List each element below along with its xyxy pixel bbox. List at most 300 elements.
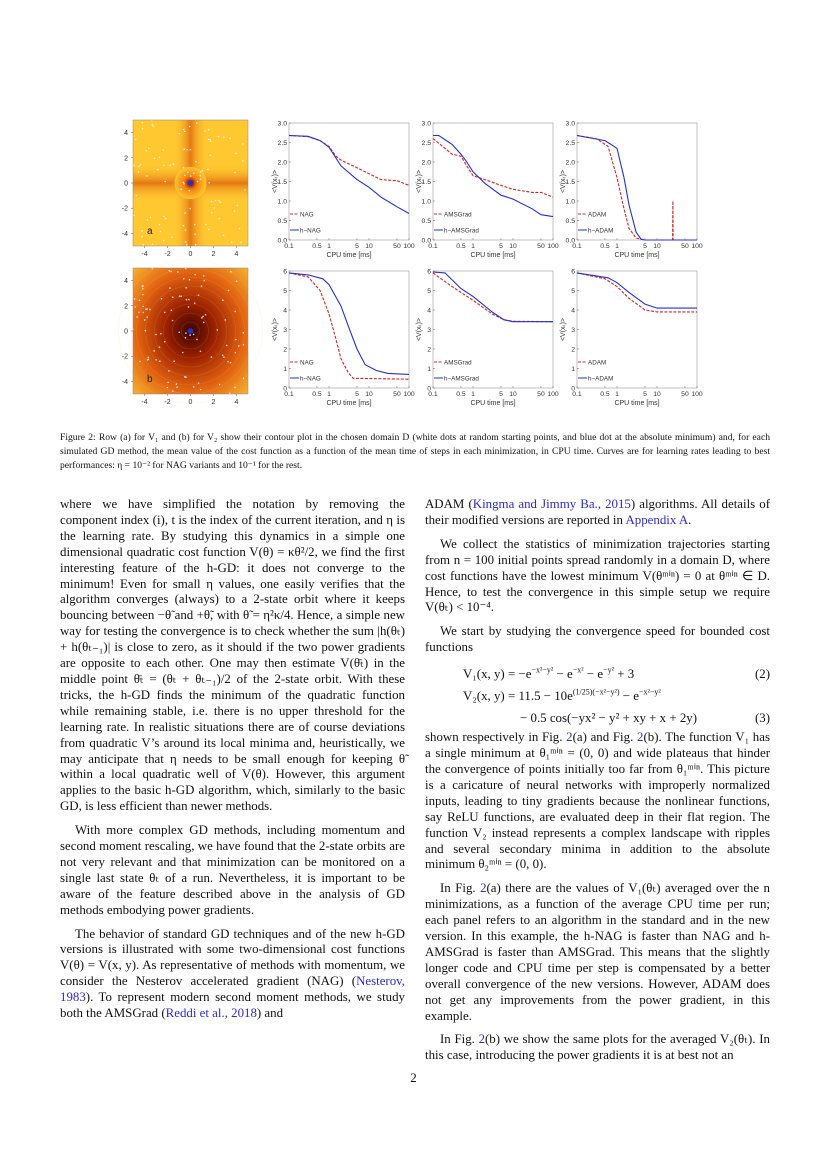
plot-frame	[433, 123, 553, 240]
y-tick-label: 5	[571, 288, 575, 295]
starting-point-dot	[197, 181, 199, 183]
y-tick-label: 0.0	[421, 237, 431, 245]
starting-point-dot	[210, 140, 212, 142]
y-tick-label: 5	[283, 288, 287, 295]
starting-point-dot	[196, 122, 198, 124]
x-axis-label: CPU time [ms]	[614, 252, 660, 259]
starting-point-dot	[176, 386, 178, 388]
starting-point-dot	[141, 236, 143, 238]
starting-point-dot	[211, 201, 213, 203]
y-tick-label: 3.0	[565, 120, 575, 128]
starting-point-dot	[172, 320, 174, 322]
starting-point-dot	[243, 377, 245, 379]
paragraph	[60, 927, 405, 1022]
x-axis-label: CPU time [ms]	[470, 400, 516, 407]
paragraph	[425, 730, 770, 873]
starting-point-dot	[152, 243, 154, 245]
starting-point-dot	[235, 153, 237, 155]
text-run: where we have simplified the notation by removing the component index (i), t is the index of the current iteration, and η is the learning rate. By studying this dynamics in a simple one dimensional quadratic cost function V(θ) = κθ²/2, we find the first interesting feature of the h-GD: it does not converge to the minimum! Even for small η values, one easily verifies that the algorithm converges (always) to a 2-state orbit where it keeps bouncing between −θ̃ and +θ̃, with θ̃ = η²κ/4. Hence, a simple new way for testing the convergence is to check whether the sum |h(θₜ) + h(θₜ₋₁)| is close to zero, as it should if the two power gradients are opposite to each other. One may then estimate V(θ̄ₜ) in the middle point θ̄ₜ = (θₜ + θₜ₋₁)/2 of the 2-state orbit. With these tricks, the h-GD finds the minimum of the quadratic function while remaining stable, i.e. there is no upper threshold for the learning rate. In realistic situations there are of course deviations from quadratic V’s around its local minima and, heuristically, we may anticipate that η needs to be small enough for keeping θ̃ within a local quadratic well of V(θ). However, this argument applies to the basic h-GD algorithm, which, similarly to the basic GD, is less efficient than newer methods.	[60, 497, 405, 814]
equation-number: (2)	[754, 667, 770, 682]
x-tick-label: 0.1	[284, 243, 294, 250]
x-tick-label: 1	[615, 243, 619, 250]
starting-point-dot	[205, 314, 207, 316]
starting-point-dot	[207, 169, 209, 171]
y-tick-label: 4	[124, 278, 128, 286]
citation-link[interactable]: Appendix A	[625, 512, 689, 527]
starting-point-dot	[172, 296, 174, 298]
x-axis-label: CPU time [ms]	[470, 252, 516, 259]
equation-body	[463, 664, 634, 684]
math-run: −x²−y²	[531, 665, 554, 675]
y-tick-label: 4	[571, 307, 575, 315]
legend-label: NAG	[300, 211, 314, 219]
x-tick-label: 50	[393, 243, 401, 250]
y-axis-label: <V(xₜ)>	[416, 169, 423, 194]
starting-point-dot	[189, 208, 191, 210]
starting-point-dot	[242, 160, 244, 162]
starting-point-dot	[173, 163, 175, 165]
starting-point-dot	[200, 350, 202, 352]
y-tick-label: 5	[427, 288, 431, 295]
y-tick-label: 3.0	[421, 120, 431, 128]
starting-point-dot	[167, 387, 169, 389]
starting-point-dot	[153, 350, 155, 352]
starting-point-dot	[163, 149, 165, 151]
y-tick-label: 3.0	[277, 120, 287, 128]
y-tick-label: 0	[571, 385, 575, 393]
x-tick-label: 0.5	[312, 391, 322, 398]
y-tick-label: 2	[124, 303, 128, 311]
equation-line	[425, 664, 770, 684]
starting-point-dot	[163, 240, 165, 242]
starting-point-dot	[159, 360, 161, 362]
y-tick-label: 2.0	[277, 159, 287, 167]
text-run: (b). The function V₁ has a single minimum at θ₁ᵐⁱⁿ = (0, 0) and wide plateaus that hinder the convergence of points initially too far from θ₁ᵐⁱⁿ. This picture is a caricature of neural networks with improperly normalized inputs, leading to tiny gradients because the nonlinear functions, say ReLU functions, are evaluated deep in their flat region. The function V₂ instead represents a complex landscape with ripples and several secondary minima in addition to the absolute minimum θ₂ᵐⁱⁿ = (0, 0).	[425, 730, 770, 872]
starting-point-dot	[216, 329, 218, 331]
starting-point-dot	[183, 149, 185, 151]
legend-label: NAG	[300, 359, 314, 367]
y-tick-label: 0	[427, 385, 431, 393]
x-tick-label: 100	[547, 243, 559, 250]
y-tick-label: -4	[121, 230, 128, 238]
y-tick-label: -4	[121, 378, 128, 386]
starting-point-dot	[179, 295, 181, 297]
starting-point-dot	[185, 229, 187, 231]
x-tick-label: -4	[141, 251, 148, 258]
starting-point-dot	[155, 334, 157, 336]
y-tick-label: 0.5	[421, 218, 431, 225]
equations	[425, 664, 770, 728]
starting-point-dot	[164, 312, 166, 314]
math-run: − e	[619, 689, 639, 704]
x-tick-label: 1	[615, 391, 619, 398]
starting-point-dot	[200, 175, 202, 177]
x-tick-label: 10	[653, 243, 661, 250]
x-tick-label: 5	[499, 243, 503, 250]
starting-point-dot	[242, 143, 244, 145]
legend-label: h−ADAM	[588, 375, 614, 383]
absolute-minimum-dot	[188, 328, 194, 334]
y-tick-label: 1.0	[277, 198, 287, 206]
legend-label: h−NAG	[300, 375, 321, 383]
paragraph	[60, 497, 405, 815]
line-chart	[577, 123, 697, 240]
starting-point-dot	[236, 205, 238, 207]
x-tick-label: 0.1	[572, 243, 582, 250]
starting-point-dot	[188, 306, 190, 308]
y-tick-label: 0.0	[565, 237, 575, 245]
text-run: ) and	[256, 1006, 284, 1021]
x-tick-label: 10	[365, 243, 373, 250]
citation-link[interactable]: 2	[480, 881, 487, 896]
starting-point-dot	[238, 345, 240, 347]
starting-point-dot	[200, 171, 202, 173]
y-tick-label: 6	[283, 268, 287, 276]
contour-plot-b	[119, 259, 263, 403]
text-run: (a) there are the values of V₁(θₜ) averaged over the n minimizations, as a function of the average CPU time per run; each panel refers to an algorithm in the standard and in the new version. In this example, the h-NAG is faster than NAG and h-AMSGrad is faster than AMSGrad. This means that the slightly longer code and CPU time per step is compensated by a better overall convergence of the new versions. However, ADAM does not get any improvements from the power gradient, in this example.	[425, 881, 770, 1023]
starting-point-dot	[148, 358, 150, 360]
x-tick-label: 50	[393, 391, 401, 398]
starting-point-dot	[201, 285, 203, 287]
y-tick-label: 4	[283, 307, 287, 315]
starting-point-dot	[159, 224, 161, 226]
plot-frame	[577, 123, 697, 240]
starting-point-dot	[168, 370, 170, 372]
y-tick-label: 2.5	[421, 140, 431, 147]
equation-line	[425, 686, 770, 706]
line-chart	[577, 271, 697, 388]
starting-point-dot	[136, 195, 138, 197]
starting-point-dot	[244, 189, 246, 191]
starting-point-dot	[235, 352, 237, 354]
citation-link[interactable]: 2	[637, 730, 644, 745]
starting-point-dot	[189, 190, 191, 192]
starting-point-dot	[165, 218, 167, 220]
starting-point-dot	[185, 376, 187, 378]
starting-point-dot	[170, 271, 172, 273]
starting-point-dot	[142, 128, 144, 130]
starting-point-dot	[150, 217, 152, 219]
text-run: ) algorithms. All details of their modified versions are reported in	[425, 497, 770, 527]
text-run: We start by studying the convergence speed for bounded cost functions	[425, 624, 770, 655]
starting-point-dot	[208, 229, 210, 231]
starting-point-dot	[155, 359, 157, 361]
paragraph	[60, 823, 405, 918]
text-run: (b) we show the same plots for the averaged V₂(θₜ). In this case, introducing the power gradients it is at best not an	[425, 1032, 770, 1063]
x-tick-label: -4	[141, 399, 148, 406]
starting-point-dot	[186, 244, 188, 246]
y-tick-label: 3	[571, 327, 575, 334]
starting-point-dot	[190, 149, 192, 151]
starting-point-dot	[208, 139, 210, 141]
x-tick-label: 0.1	[572, 391, 582, 398]
math-run: −x²	[572, 665, 584, 675]
starting-point-dot	[190, 175, 192, 177]
left-column	[60, 497, 405, 1030]
citation-link[interactable]: Reddi et al., 2018	[165, 1006, 257, 1021]
x-tick-label: 0	[188, 399, 193, 406]
starting-point-dot	[189, 279, 191, 281]
y-tick-label: 2.0	[421, 159, 431, 167]
starting-point-dot	[180, 296, 182, 298]
starting-point-dot	[142, 244, 144, 246]
math-run: V₁(x, y) = −e	[463, 667, 532, 682]
y-tick-label: 3	[283, 327, 287, 334]
x-axis-label: CPU time [ms]	[326, 400, 372, 407]
starting-point-dot	[169, 287, 171, 289]
text-run: shown respectively in Fig.	[425, 730, 567, 745]
starting-point-dot	[139, 300, 141, 302]
math-run: V₂(x, y) = 11.5 − 10e	[463, 689, 573, 704]
starting-point-dot	[180, 189, 182, 191]
starting-point-dot	[183, 129, 185, 131]
starting-point-dot	[145, 330, 147, 332]
y-tick-label: 0.0	[277, 237, 287, 245]
x-tick-label: 4	[234, 251, 239, 258]
math-run: − e	[553, 667, 573, 682]
starting-point-dot	[159, 157, 161, 159]
legend-label: h−AMSGrad	[444, 375, 479, 383]
text-run: We collect the statistics of minimization trajectories starting from n = 100 initial points spread randomly in a domain D, where cost functions have the lowest minimum V(θᵐⁱⁿ) = 0 at θᵐⁱⁿ ∈ D. Hence, to test the convergence in this simple setup we require V(θₜ) < 10⁻⁴.	[425, 536, 770, 615]
starting-point-dot	[161, 298, 163, 300]
starting-point-dot	[243, 344, 245, 346]
starting-point-dot	[193, 172, 195, 174]
starting-point-dot	[147, 357, 149, 359]
legend-label: AMSGrad	[444, 359, 472, 367]
starting-point-dot	[186, 299, 188, 301]
y-tick-label: 1.0	[421, 198, 431, 206]
starting-point-dot	[229, 138, 231, 140]
x-tick-label: 0.1	[428, 391, 438, 398]
citation-link[interactable]: Kingma and Jimmy Ba., 2015	[472, 497, 631, 511]
starting-point-dot	[234, 210, 236, 212]
citation-link[interactable]: Nesterov, 1983	[60, 974, 405, 1005]
y-tick-label: 2.5	[565, 140, 575, 147]
paragraph	[425, 537, 770, 617]
starting-point-dot	[228, 290, 230, 292]
starting-point-dot	[208, 129, 210, 131]
line-chart	[289, 123, 409, 240]
plot-frame	[577, 271, 697, 388]
starting-point-dot	[231, 241, 233, 243]
starting-point-dot	[194, 224, 196, 226]
legend-label: h−ADAM	[588, 227, 614, 235]
starting-point-dot	[183, 278, 185, 280]
starting-point-dot	[234, 172, 236, 174]
text-run: With more complex GD methods, including momentum and second moment rescaling, we have found that the 2-state orbits are not very relevant and that minimization can be monitored on a single last state θₜ of a run. Nevertheless, it is important to be aware of the feature described above in the analysis of GD methods embodying power gradients.	[60, 823, 405, 917]
starting-point-dot	[211, 212, 213, 214]
x-tick-label: 10	[653, 391, 661, 398]
paragraph	[425, 1032, 770, 1064]
starting-point-dot	[223, 136, 225, 138]
panel-label: a	[147, 226, 153, 237]
line-chart	[433, 123, 553, 240]
x-tick-label: 100	[403, 243, 415, 250]
starting-point-dot	[134, 306, 136, 308]
starting-point-dot	[196, 339, 198, 341]
equation-body	[520, 708, 697, 728]
starting-point-dot	[178, 331, 180, 333]
citation-link[interactable]: 2	[478, 1032, 486, 1047]
x-tick-label: 5	[499, 391, 503, 398]
math-run: −x²−y²	[639, 687, 661, 697]
starting-point-dot	[222, 299, 224, 301]
x-tick-label: 4	[234, 399, 239, 406]
y-tick-label: 4	[124, 130, 128, 138]
x-tick-label: 0.5	[456, 391, 466, 398]
line-chart	[433, 271, 553, 388]
plot-frame	[433, 271, 553, 388]
y-tick-label: 6	[427, 268, 431, 276]
y-tick-label: 2.0	[565, 159, 575, 167]
equation-number: (3)	[754, 711, 770, 726]
starting-point-dot	[198, 382, 200, 384]
legend-label: ADAM	[588, 211, 607, 219]
starting-point-dot	[230, 271, 232, 273]
starting-point-dot	[163, 164, 165, 166]
starting-point-dot	[172, 390, 174, 392]
starting-point-dot	[142, 312, 144, 314]
starting-point-dot	[152, 126, 154, 128]
starting-point-dot	[171, 236, 173, 238]
x-tick-label: 2	[211, 399, 216, 406]
starting-point-dot	[142, 294, 144, 296]
x-tick-label: 100	[691, 391, 703, 398]
text-run: ). To represent modern second moment methods, we study both the AMSGrad (	[60, 990, 405, 1021]
text-run: The behavior of standard GD techniques and of the new h-GD versions is illustrated with some two-dimensional cost functions V(θ) = V(x, y). As representative of methods with momentum, we consider the Nesterov accelerated gradient (NAG) (	[60, 926, 405, 989]
starting-point-dot	[144, 319, 146, 321]
y-tick-label: 3	[427, 327, 431, 334]
x-tick-label: 5	[643, 243, 647, 250]
x-tick-label: 50	[537, 243, 545, 250]
math-run: + 3	[613, 667, 635, 682]
math-run: (1/25)(−x²−y²)	[572, 687, 620, 697]
starting-point-dot	[218, 200, 220, 202]
y-tick-label: 0	[283, 385, 287, 393]
x-tick-label: -2	[164, 251, 171, 258]
starting-point-dot	[146, 175, 148, 177]
x-tick-label: 0.1	[284, 391, 294, 398]
x-tick-label: 0.5	[312, 243, 322, 250]
starting-point-dot	[223, 356, 225, 358]
starting-point-dot	[138, 312, 140, 314]
paragraph	[425, 624, 770, 656]
starting-point-dot	[164, 341, 166, 343]
figure-2	[0, 0, 827, 425]
starting-point-dot	[139, 361, 141, 363]
starting-point-dot	[183, 182, 185, 184]
y-axis-label: <V(xₜ)>	[272, 317, 279, 342]
x-tick-label: 0.5	[600, 391, 610, 398]
starting-point-dot	[208, 182, 210, 184]
x-tick-label: 0.1	[428, 243, 438, 250]
starting-point-dot	[163, 216, 165, 218]
math-run: −y²	[603, 665, 614, 675]
starting-point-dot	[141, 230, 143, 232]
text-run: In Fig.	[440, 1032, 479, 1047]
starting-point-dot	[195, 161, 197, 163]
starting-point-dot	[173, 360, 175, 362]
y-tick-label: -2	[121, 205, 128, 213]
panel-label: b	[147, 374, 153, 385]
y-tick-label: 0.5	[277, 218, 287, 225]
y-tick-label: 0	[124, 328, 128, 336]
starting-point-dot	[198, 294, 200, 296]
starting-point-dot	[226, 345, 228, 347]
right-column	[425, 497, 770, 1072]
starting-point-dot	[147, 219, 149, 221]
starting-point-dot	[194, 274, 196, 276]
paragraph	[425, 497, 770, 529]
starting-point-dot	[152, 124, 154, 126]
starting-point-dot	[142, 288, 144, 290]
starting-point-dot	[239, 228, 241, 230]
starting-point-dot	[234, 387, 236, 389]
starting-point-dot	[142, 122, 144, 124]
x-tick-label: 1	[327, 391, 331, 398]
starting-point-dot	[184, 212, 186, 214]
starting-point-dot	[223, 234, 225, 236]
starting-point-dot	[189, 126, 191, 128]
starting-point-dot	[225, 319, 227, 321]
x-tick-label: -2	[164, 399, 171, 406]
y-tick-label: -2	[121, 353, 128, 361]
starting-point-dot	[184, 131, 186, 133]
y-tick-label: 0	[124, 180, 128, 188]
equation-line	[425, 708, 770, 728]
y-tick-label: 4	[427, 307, 431, 315]
starting-point-dot	[203, 322, 205, 324]
starting-point-dot	[140, 164, 142, 166]
starting-point-dot	[203, 275, 205, 277]
starting-point-dot	[219, 201, 221, 203]
starting-point-dot	[189, 334, 191, 336]
starting-point-dot	[185, 337, 187, 339]
starting-point-dot	[218, 136, 220, 138]
starting-point-dot	[204, 130, 206, 132]
line-chart	[289, 271, 409, 388]
citation-link[interactable]: 2	[566, 730, 573, 745]
starting-point-dot	[157, 169, 159, 171]
x-tick-label: 10	[509, 391, 517, 398]
legend-label: ADAM	[588, 359, 607, 367]
math-run: − 0.5 cos(−yx² − y² + xy + x + 2y)	[520, 711, 698, 726]
x-tick-label: 0	[188, 251, 193, 258]
starting-point-dot	[168, 270, 170, 272]
starting-point-dot	[154, 158, 156, 160]
y-axis-label: <V(xₜ)>	[416, 317, 423, 342]
y-axis-label: <V(xₜ)>	[272, 169, 279, 194]
starting-point-dot	[214, 207, 216, 209]
legend-label: AMSGrad	[444, 211, 472, 219]
starting-point-dot	[167, 382, 169, 384]
starting-point-dot	[184, 175, 186, 177]
starting-point-dot	[134, 298, 136, 300]
x-axis-label: CPU time [ms]	[326, 252, 372, 259]
y-axis-label: <V(xₜ)>	[560, 317, 567, 342]
x-tick-label: 5	[355, 243, 359, 250]
starting-point-dot	[194, 302, 196, 304]
y-tick-label: 1	[283, 366, 287, 373]
starting-point-dot	[222, 355, 224, 357]
y-tick-label: 2	[571, 346, 575, 354]
math-run: − e	[583, 667, 604, 682]
starting-point-dot	[240, 241, 242, 243]
x-tick-label: 100	[403, 391, 415, 398]
x-tick-label: 5	[355, 391, 359, 398]
y-tick-label: 6	[571, 268, 575, 276]
x-tick-label: 1	[471, 243, 475, 250]
